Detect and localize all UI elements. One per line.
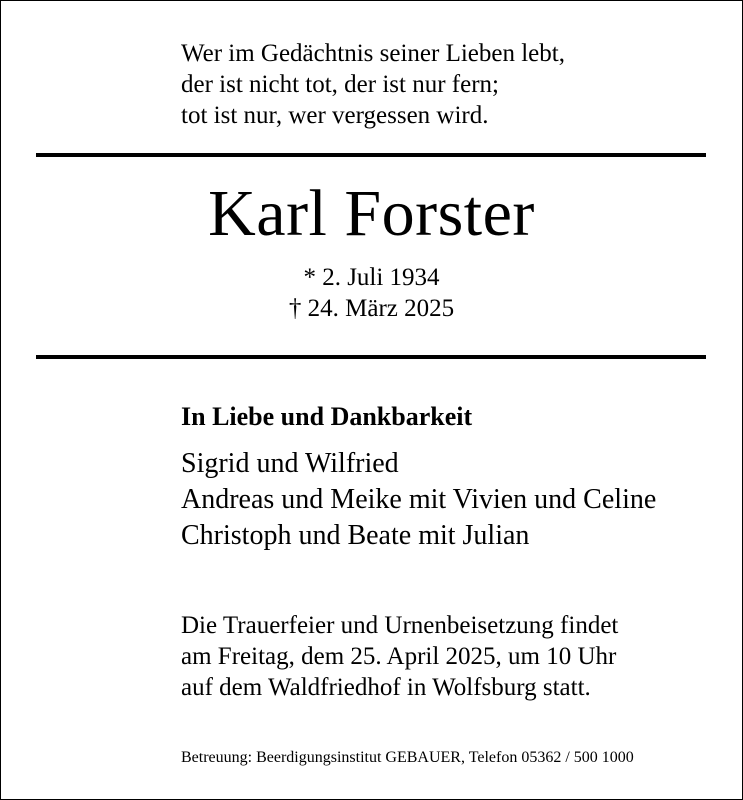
death-date: † 24. März 2025: [288, 295, 455, 322]
mourner-line: Sigrid und Wilfried: [181, 448, 399, 479]
mourners-list: [181, 446, 656, 554]
funeral-home-footer: Betreuung: Beerdigungsinstitut GEBAUER, Telefon 05362 / 500 1000: [181, 749, 634, 766]
mourning-heading: In Liebe und Dankbarkeit: [181, 402, 473, 431]
divider-bottom: [36, 355, 706, 359]
quote-line: der ist nicht tot, der ist nur fern;: [181, 71, 499, 98]
life-dates: [0, 262, 743, 324]
mourner-line: Christoph und Beate mit Julian: [181, 520, 530, 551]
funeral-service-info: [181, 610, 618, 703]
service-line: auf dem Waldfriedhof in Wolfsburg statt.: [181, 674, 591, 701]
service-line: am Freitag, dem 25. April 2025, um 10 Uhr: [181, 643, 617, 670]
mourner-line: Andreas und Meike mit Vivien und Celine: [181, 484, 657, 515]
deceased-name: Karl Forster: [208, 177, 535, 250]
birth-date: * 2. Juli 1934: [303, 264, 440, 291]
divider-top: [36, 153, 706, 157]
memorial-quote: [181, 38, 565, 131]
quote-line: tot ist nur, wer vergessen wird.: [181, 102, 489, 129]
quote-line: Wer im Gedächtnis seiner Lieben lebt,: [181, 40, 565, 67]
service-line: Die Trauerfeier und Urnenbeisetzung findet: [181, 612, 619, 639]
